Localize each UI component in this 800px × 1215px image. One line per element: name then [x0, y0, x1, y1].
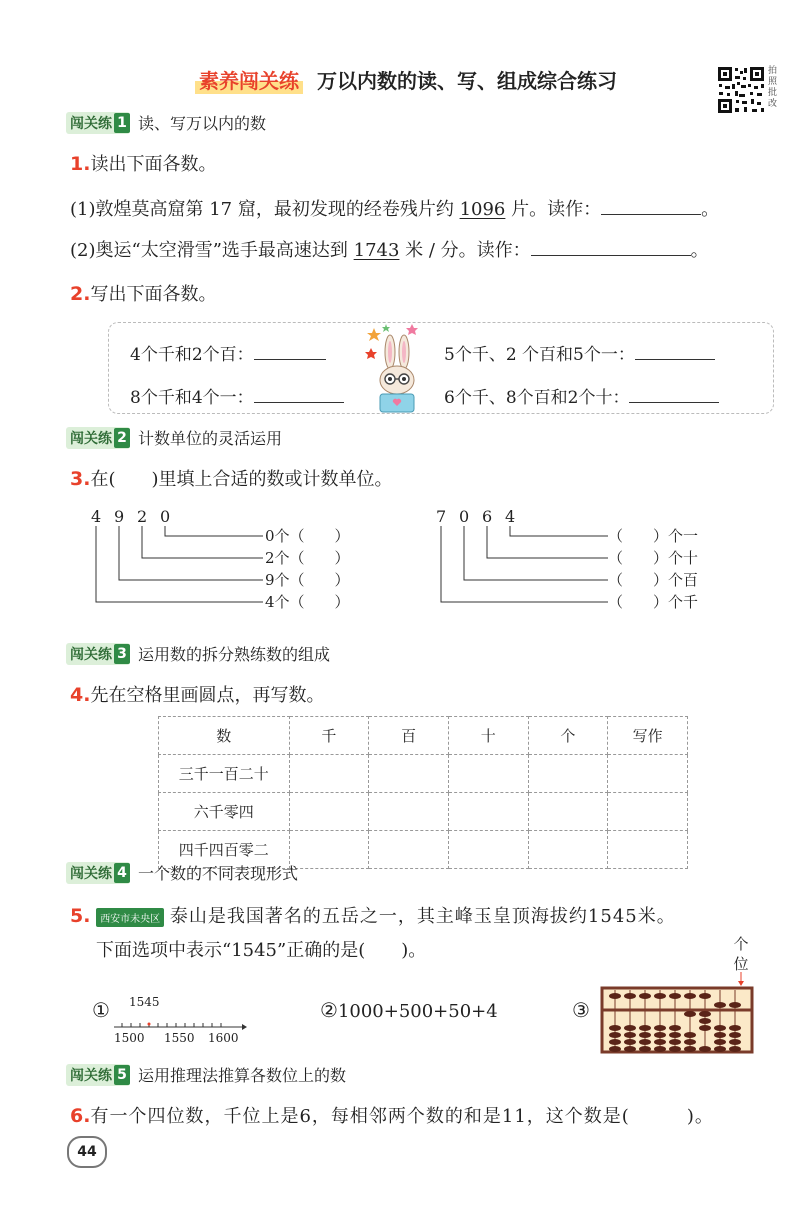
section-5-header [66, 1063, 346, 1086]
place-label: 4个（ ） [265, 593, 350, 611]
question-1-item-1: (1)敦煌莫高窟第 17 窟，最初发现的经卷残片约 1096 片。读作： 。 [70, 199, 720, 220]
section-badge: 闯关练 2 [66, 427, 130, 449]
district-tag: 西安市未央区 [96, 908, 164, 927]
table-cell-number: 四千四百零二 [159, 831, 290, 869]
question-2-item-1: 4个千和2个百： [130, 340, 326, 365]
place-label: 9个（ ） [265, 571, 350, 589]
question-2-item-4: 6个千、8个百和2个十： [444, 383, 719, 408]
answer-cell[interactable] [608, 755, 688, 793]
question-4-stem: 4.先在空格里画圆点，再写数。 [70, 684, 325, 706]
answer-cell[interactable] [528, 793, 608, 831]
table-header: 个 [528, 717, 608, 755]
answer-cell[interactable] [289, 755, 369, 793]
table-cell-number: 三千一百二十 [159, 755, 290, 793]
page-title-bar [195, 64, 617, 94]
table-header: 写作 [608, 717, 688, 755]
answer-cell[interactable] [448, 793, 528, 831]
digit: 2 [137, 507, 148, 526]
question-1-stem: 1.读出下面各数。 [70, 153, 217, 175]
table-header: 千 [289, 717, 369, 755]
question-2-stem: 2.写出下面各数。 [70, 283, 217, 305]
page-number: 44 [67, 1136, 107, 1168]
table-row [159, 755, 688, 793]
bunny-mascot-icon [362, 322, 428, 414]
section-title: 一个数的不同表现形式 [138, 864, 299, 883]
place-label: （ ）个千 [608, 593, 699, 611]
section-title: 运用推理法推算各数位上的数 [138, 1066, 347, 1085]
answer-cell[interactable] [448, 831, 528, 869]
title-tag: 素养闯关练 [195, 65, 303, 94]
answer-blank[interactable] [254, 386, 344, 403]
digit: 0 [160, 507, 171, 526]
question-2-item-3: 8个千和4个一： [130, 383, 344, 408]
place-label: 0个（ ） [265, 527, 350, 545]
digit: 7 [436, 507, 447, 526]
answer-blank[interactable] [635, 343, 715, 360]
answer-cell[interactable] [528, 831, 608, 869]
tick-label: 1600 [208, 1031, 239, 1045]
digit: 4 [91, 507, 102, 526]
answer-cell[interactable] [608, 831, 688, 869]
digit: 0 [459, 507, 470, 526]
section-badge: 闯关练 5 [66, 1064, 130, 1086]
abacus-option [600, 972, 756, 1054]
answer-cell[interactable] [369, 793, 449, 831]
option-2[interactable]: ②1000+500+50+4 [320, 998, 498, 1022]
section-badge: 闯关练 1 [66, 112, 130, 134]
question-1-item-2: (2)奥运“太空滑雪”选手最高速达到 1743 米 / 分。读作： 。 [70, 240, 709, 261]
question-2-item-2: 5个千、2 个百和5个一： [444, 340, 715, 365]
place-value-table [158, 716, 688, 869]
table-row [159, 793, 688, 831]
qr-code-icon[interactable] [717, 66, 765, 114]
tick-label: 1500 [114, 1031, 145, 1045]
table-cell-number: 六千零四 [159, 793, 290, 831]
digit: 9 [114, 507, 125, 526]
number-line-value: 1545 [129, 995, 160, 1009]
place-label: （ ）个十 [608, 549, 699, 567]
answer-cell[interactable] [369, 755, 449, 793]
answer-cell[interactable] [289, 831, 369, 869]
section-2-header [66, 426, 282, 449]
digit: 6 [482, 507, 493, 526]
answer-cell[interactable] [528, 755, 608, 793]
section-title: 读、写万以内的数 [138, 114, 267, 133]
answer-blank[interactable] [601, 198, 701, 215]
place-label: 2个（ ） [265, 549, 350, 567]
answer-cell[interactable] [448, 755, 528, 793]
section-3-header [66, 642, 330, 665]
answer-cell[interactable] [608, 793, 688, 831]
section-1-header [66, 111, 266, 134]
table-header: 数 [159, 717, 290, 755]
section-badge: 闯关练 3 [66, 643, 130, 665]
answer-cell[interactable] [289, 793, 369, 831]
section-4-header [66, 861, 298, 884]
answer-blank[interactable] [629, 386, 719, 403]
question-5-prompt: 下面选项中表示“1545”正确的是( )。 [96, 940, 427, 961]
section-badge: 闯关练 4 [66, 862, 130, 884]
table-header: 十 [448, 717, 528, 755]
question-6: 6.有一个四位数，千位上是6，每相邻两个数的和是11，这个数是( )。 [70, 1105, 714, 1127]
option-3-mark[interactable]: ③ [572, 998, 590, 1022]
section-title: 计数单位的灵活运用 [138, 429, 283, 448]
tick-label: 1550 [164, 1031, 195, 1045]
digit-breakdown-right [430, 505, 730, 617]
digit-breakdown-left [85, 505, 375, 617]
digit: 4 [505, 507, 516, 526]
answer-blank[interactable] [531, 239, 691, 256]
place-label: （ ）个百 [608, 571, 699, 589]
table-header-row [159, 717, 688, 755]
place-label: （ ）个一 [608, 527, 699, 545]
question-3-stem: 3.在( )里填上合适的数或计数单位。 [70, 468, 393, 490]
number-line-option [112, 990, 252, 1046]
table-header: 百 [369, 717, 449, 755]
page-title: 万以内数的读、写、组成综合练习 [317, 68, 617, 93]
answer-blank[interactable] [254, 343, 326, 360]
question-5-stem: 5. 西安市未央区 泰山是我国著名的五岳之一，其主峰玉皇顶海拔约1545米。 [70, 905, 676, 927]
option-1-mark[interactable]: ① [92, 998, 110, 1022]
answer-cell[interactable] [369, 831, 449, 869]
ones-place-label: 个 位 [733, 935, 749, 973]
qr-label: 拍照批改 [768, 66, 778, 109]
section-title: 运用数的拆分熟练数的组成 [138, 645, 331, 664]
